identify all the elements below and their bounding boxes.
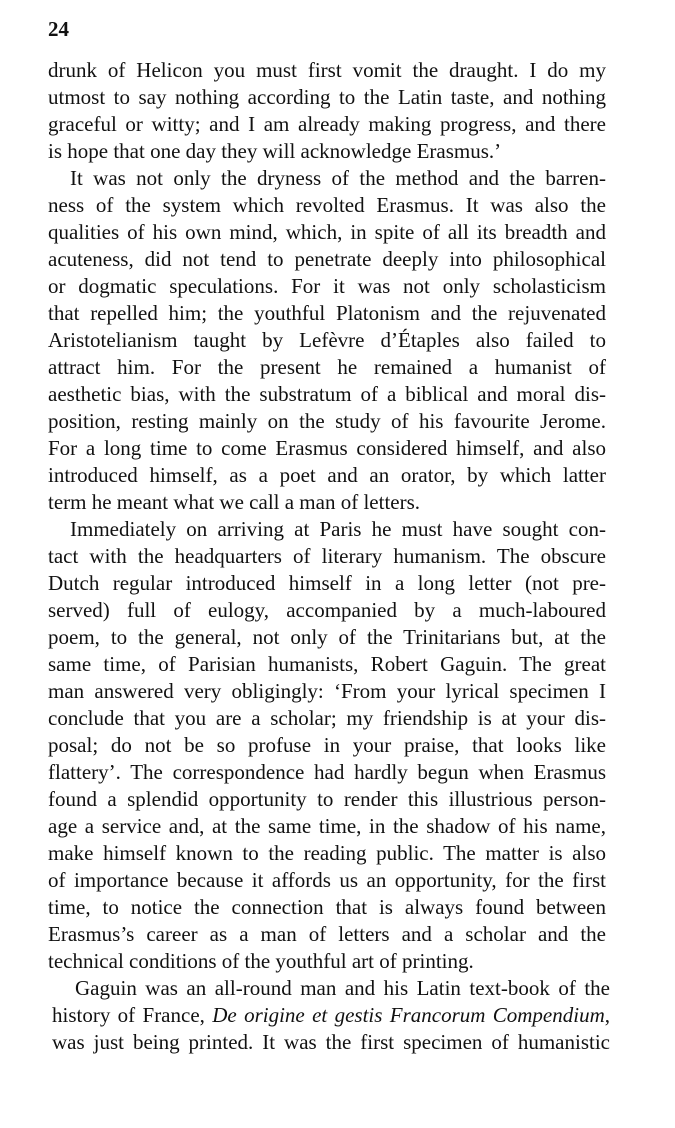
- text-line: introduced himself, as a poet and an orator, by which latter: [48, 463, 606, 487]
- text-line: Erasmus’s career as a man of letters and a scholar and the: [48, 922, 606, 946]
- text-line: of importance because it affords us an opportunity, for the first: [48, 868, 606, 892]
- text-segment: ,: [604, 1003, 610, 1027]
- text-line: drunk of Helicon you must first vomit the draught. I do my: [48, 58, 606, 82]
- text-segment: history of France,: [52, 1003, 213, 1027]
- text-line: tact with the headquarters of literary humanism. The obscure: [48, 544, 606, 568]
- text-line: Dutch regular introduced himself in a long letter (not pre-: [48, 571, 606, 595]
- text-line: same time, of Parisian humanists, Robert Gaguin. The great: [48, 652, 606, 676]
- text-line: that repelled him; the youthful Platonism and the rejuvenated: [48, 301, 606, 325]
- text-line: qualities of his own mind, which, in spite of all its breadth and: [48, 220, 606, 244]
- book-title: De origine et gestis Francorum Compendium: [212, 1003, 605, 1027]
- text-line: For a long time to come Erasmus considered himself, and also: [48, 436, 606, 460]
- text-line: or dogmatic speculations. For it was not only scholasticism: [48, 274, 606, 298]
- text-line: was just being printed. It was the first specimen of humanistic: [52, 1030, 610, 1054]
- text-line-with-title: [52, 1002, 610, 1029]
- text-line: conclude that you are a scholar; my friendship is at your dis-: [48, 706, 606, 730]
- text-line: is hope that one day they will acknowledge Erasmus.’: [48, 139, 502, 163]
- text-line: technical conditions of the youthful art of printing.: [48, 949, 474, 973]
- text-line: aesthetic bias, with the substratum of a biblical and moral dis-: [48, 382, 606, 406]
- text-line: Aristotelianism taught by Lefèvre d’Étaples also failed to: [48, 328, 606, 352]
- text-line: term he meant what we call a man of letters.: [48, 490, 421, 514]
- page-number: 24: [48, 17, 69, 41]
- text-line: position, resting mainly on the study of his favourite Jerome.: [48, 409, 606, 433]
- text-line: man answered very obligingly: ‘From your lyrical specimen I: [48, 679, 606, 703]
- text-line: poem, to the general, not only of the Trinitarians but, at the: [48, 625, 606, 649]
- text-line: utmost to say nothing according to the Latin taste, and nothing: [48, 85, 606, 109]
- text-line: found a splendid opportunity to render this illustrious person-: [48, 787, 606, 811]
- text-line: age a service and, at the same time, in the shadow of his name,: [48, 814, 606, 838]
- text-line: ness of the system which revolted Erasmus. It was also the: [48, 193, 606, 217]
- text-line: make himself known to the reading public. The matter is also: [48, 841, 606, 865]
- text-line: posal; do not be so profuse in your praise, that looks like: [48, 733, 606, 757]
- paragraph-first-line: Gaguin was an all-round man and his Latin text-book of the: [75, 976, 610, 1000]
- text-line: attract him. For the present he remained a humanist of: [48, 355, 606, 379]
- text-line: graceful or witty; and I am already making progress, and there: [48, 112, 606, 136]
- text-line: served) full of eulogy, accompanied by a much-laboured: [48, 598, 606, 622]
- paragraph-first-line: Immediately on arriving at Paris he must have sought con-: [70, 517, 606, 541]
- paragraph-first-line: It was not only the dryness of the method and the barren-: [70, 166, 606, 190]
- text-line: time, to notice the connection that is always found between: [48, 895, 606, 919]
- text-line: acuteness, did not tend to penetrate deeply into philosophical: [48, 247, 606, 271]
- text-line: flattery’. The correspondence had hardly begun when Erasmus: [48, 760, 606, 784]
